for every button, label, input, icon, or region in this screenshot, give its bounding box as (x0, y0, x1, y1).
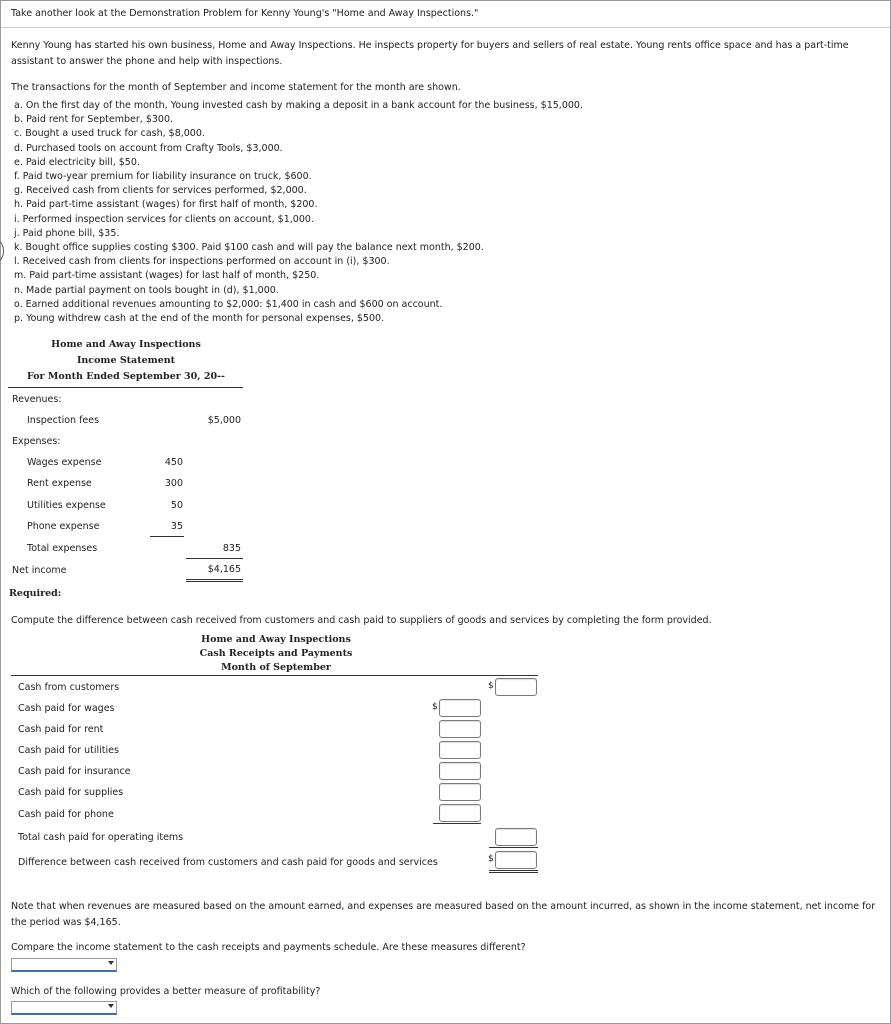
cash-paid-insurance-input[interactable] (439, 762, 481, 780)
cash-paid-insurance-label: Cash paid for insurance (18, 766, 131, 777)
transaction-e: e. Paid electricity bill, $50. (14, 156, 140, 168)
total-expenses-label: Total expenses (27, 543, 98, 554)
net-income-label: Net income (12, 565, 67, 576)
difference-double-rule-2 (489, 872, 538, 873)
transaction-b: b. Paid rent for September, $300. (14, 114, 174, 126)
question-2: Which of the following provides a better measure of profitability? (11, 986, 321, 997)
transaction-p: p. Young withdrew cash at the end of the month for personal expenses, $500. (14, 313, 385, 325)
cash-paid-utilities-input[interactable] (439, 741, 481, 759)
difference-input[interactable] (495, 851, 537, 869)
cash-from-customers-label: Cash from customers (18, 682, 120, 693)
phone-expense-label: Phone expense (27, 521, 100, 532)
transactions-list (14, 99, 583, 326)
cs-header-rule (11, 675, 538, 676)
inspection-fees-label: Inspection fees (27, 415, 100, 426)
transaction-k: k. Bought office supplies costing $300. Paid $100 cash and will pay the balance next month, $200. (14, 242, 484, 254)
rent-expense-value: 300 (164, 478, 183, 489)
total-cash-paid-input[interactable] (495, 828, 537, 846)
transaction-n: n. Made partial payment on tools bought in (d), $1,000. (14, 284, 279, 296)
cs-period: Month of September (221, 662, 331, 673)
total-cash-paid-label: Total cash paid for operating items (18, 832, 184, 843)
measures-different-dropdown[interactable] (11, 958, 117, 972)
dollar-sign-customers: $ (488, 681, 494, 691)
required-label: Required: (9, 588, 62, 599)
net-income-double-rule-2 (186, 581, 243, 582)
transaction-c: c. Bought a used truck for cash, $8,000. (14, 128, 205, 140)
transaction-f: f. Paid two-year premium for liability insurance on truck, $600. (14, 171, 312, 183)
cash-from-customers-input[interactable] (495, 678, 537, 696)
cs-title: Cash Receipts and Payments (199, 648, 353, 659)
background-paragraph: Kenny Young has started his own business, Home and Away Inspections. He inspects property for buyers and sellers of real estate. Young rents office space and has a part-time assistant to answer the phone and help with inspections. (11, 40, 849, 67)
chevron-down-icon (108, 1004, 114, 1008)
difference-double-rule-1 (489, 870, 538, 871)
difference-label: Difference between cash received from customers and cash paid for goods and services (18, 857, 438, 868)
total-paid-rule (489, 847, 538, 848)
transaction-g: g. Received cash from clients for services performed, $2,000. (14, 185, 307, 197)
transaction-l: l. Received cash from clients for inspections performed on account in (i), $300. (14, 256, 390, 268)
cs-company: Home and Away Inspections (201, 634, 351, 645)
transaction-j: j. Paid phone bill, $35. (14, 227, 120, 239)
cash-paid-wages-input[interactable] (439, 699, 481, 717)
transaction-m: m. Paid part-time assistant (wages) for last half of month, $250. (14, 270, 320, 282)
transaction-i: i. Performed inspection services for clients on account, $1,000. (14, 213, 314, 225)
is-header-rule (8, 387, 243, 388)
dollar-sign-difference: $ (488, 854, 494, 864)
utilities-expense-label: Utilities expense (27, 500, 106, 511)
rent-expense-label: Rent expense (27, 478, 92, 489)
net-income-double-rule-1 (186, 579, 243, 580)
intro-text: Take another look at the Demonstration Problem for Kenny Young's "Home and Away Inspections." (11, 8, 479, 19)
cash-paid-phone-label: Cash paid for phone (18, 809, 114, 820)
expenses-subtotal-rule (150, 536, 184, 537)
is-title: Income Statement (76, 355, 176, 366)
cash-paid-phone-input[interactable] (439, 804, 481, 822)
transaction-a: a. On the first day of the month, Young invested cash by making a deposit in a bank account for the business, $15,000. (14, 100, 583, 111)
dollar-sign-wages: $ (432, 702, 438, 712)
cash-paid-supplies-label: Cash paid for supplies (18, 787, 124, 798)
expenses-label: Expenses: (12, 436, 61, 447)
inspection-fees-value: $5,000 (207, 415, 241, 426)
utilities-expense-value: 50 (170, 500, 183, 511)
cash-paid-utilities-label: Cash paid for utilities (18, 745, 119, 756)
cash-paid-rent-label: Cash paid for rent (18, 724, 104, 735)
instruction-text: Compute the difference between cash received from customers and cash paid to suppliers of goods and services by completing the form provided. (11, 615, 712, 626)
better-measure-dropdown[interactable] (11, 1001, 117, 1015)
transaction-d: d. Purchased tools on account from Crafty Tools, $3,000. (14, 142, 283, 154)
chevron-down-icon (108, 961, 114, 965)
header-divider (1, 27, 890, 28)
total-expenses-value: 835 (222, 543, 241, 554)
phone-expense-value: 35 (170, 521, 183, 532)
transactions-intro: The transactions for the month of September and income statement for the month are shown. (11, 82, 461, 93)
total-rule (186, 558, 243, 559)
wages-expense-label: Wages expense (27, 457, 102, 468)
is-company: Home and Away Inspections (51, 339, 201, 350)
transaction-o: o. Earned additional revenues amounting to $2,000: $1,400 in cash and $600 on account. (14, 298, 443, 310)
wages-expense-value: 450 (164, 457, 183, 468)
net-income-value: $4,165 (207, 564, 241, 575)
cash-paid-supplies-input[interactable] (439, 783, 481, 801)
cash-paid-rent-input[interactable] (439, 720, 481, 738)
revenues-label: Revenues: (12, 394, 62, 405)
is-period: For Month Ended September 30, 20-- (27, 371, 225, 382)
cash-paid-wages-label: Cash paid for wages (18, 703, 115, 714)
payments-subtotal-rule (433, 823, 481, 824)
transaction-h: h. Paid part-time assistant (wages) for first half of month, $200. (14, 199, 318, 211)
note-text: Note that when revenues are measured based on the amount earned, and expenses are measured based on the amount incurred, as shown in the income statement, net income for the period was $4,165. (11, 901, 876, 928)
question-1: Compare the income statement to the cash receipts and payments schedule. Are these measures different? (11, 942, 526, 953)
